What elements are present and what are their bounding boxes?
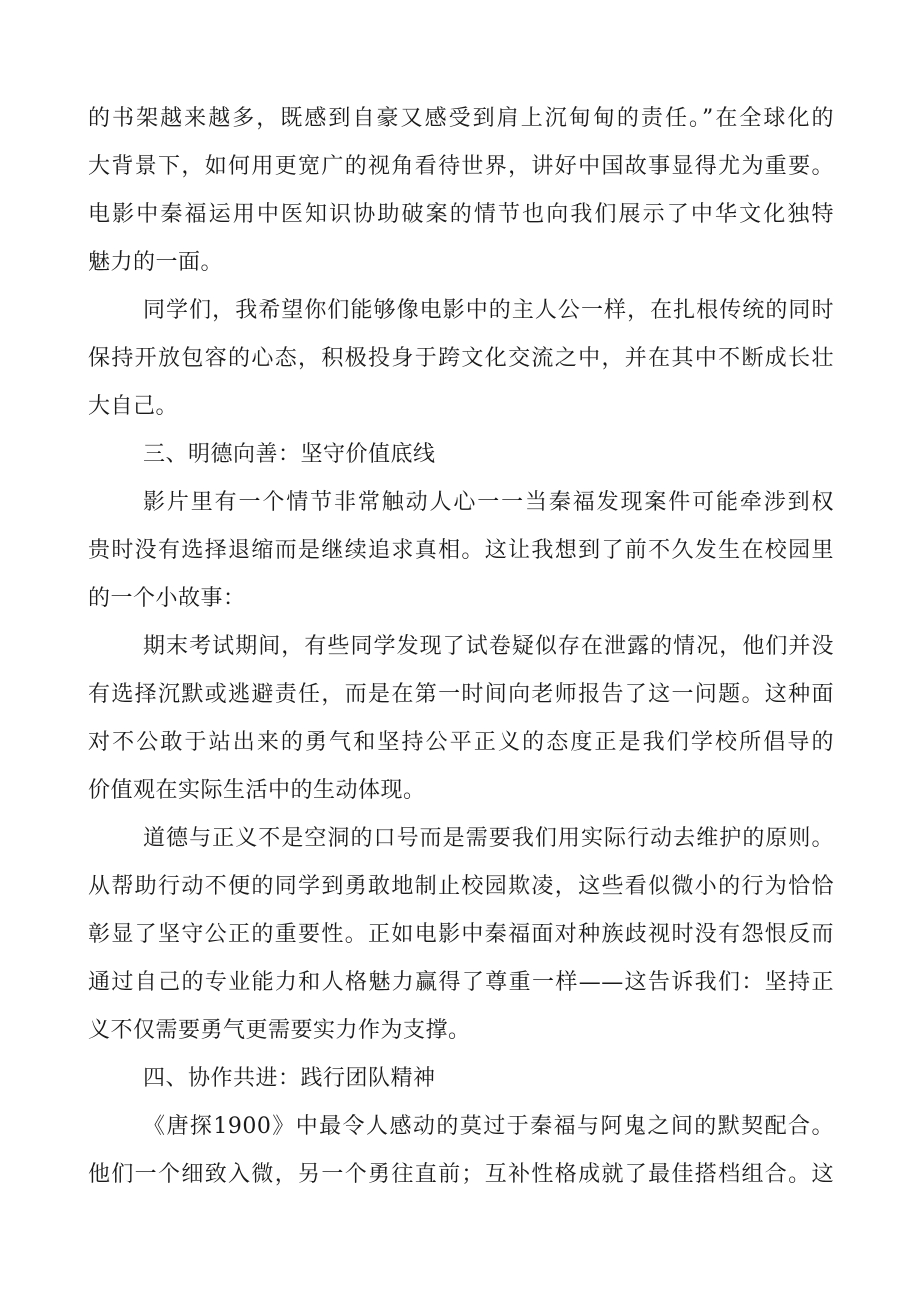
text-line: 魅力的一面。 xyxy=(88,250,224,275)
paragraph xyxy=(88,1103,834,1199)
text-line: 的书架越来越多，既感到自豪又感受到肩上沉甸甸的责任。”在全球化的 xyxy=(88,106,834,131)
text-line: 有选择沉默或逃避责任，而是在第一时间向老师报告了这一问题。这种面 xyxy=(88,682,834,707)
text-line: 电影中秦福运用中医知识协助破案的情节也向我们展示了中华文化独特 xyxy=(88,202,834,227)
text-line: 期末考试期间，有些同学发现了试卷疑似存在泄露的情况，他们并没 xyxy=(143,634,834,659)
section-heading: 三、明德向善：坚守价值底线 xyxy=(143,442,436,467)
text-line: 道德与正义不是空洞的口号而是需要我们用实际行动去维护的原则。 xyxy=(143,826,834,851)
text-line: 的一个小故事： xyxy=(88,586,246,611)
text-line: 同学们，我希望你们能够像电影中的主人公一样，在扎根传统的同时 xyxy=(143,298,834,323)
text-line: 《唐探1900》中最令人感动的莫过于秦福与阿鬼之间的默契配合。 xyxy=(143,1114,834,1139)
paragraph xyxy=(88,815,834,1055)
text-line: 贵时没有选择退缩而是继续追求真相。这让我想到了前不久发生在校园里 xyxy=(88,538,834,563)
text-line: 价值观在实际生活中的生动体现。 xyxy=(88,778,426,803)
text-line: 对不公敢于站出来的勇气和坚持公平正义的态度正是我们学校所倡导的 xyxy=(88,730,834,755)
paragraph xyxy=(88,623,834,815)
paragraph xyxy=(88,95,834,287)
paragraph xyxy=(88,479,834,623)
text-line: 大自己。 xyxy=(88,394,179,419)
text-line: 彰显了坚守公正的重要性。正如电影中秦福面对种族歧视时没有怨恨反而 xyxy=(88,922,834,947)
text-line: 通过自己的专业能力和人格魅力赢得了尊重一样——这告诉我们：坚持正 xyxy=(88,970,834,995)
text-line: 从帮助行动不便的同学到勇敢地制止校园欺凌，这些看似微小的行为恰恰 xyxy=(88,874,834,899)
text-line: 他们一个细致入微，另一个勇往直前；互补性格成就了最佳搭档组合。这 xyxy=(88,1162,834,1187)
text-line: 影片里有一个情节非常触动人心一一当秦福发现案件可能牵涉到权 xyxy=(143,490,834,515)
text-line: 保持开放包容的心态，积极投身于跨文化交流之中，并在其中不断成长壮 xyxy=(88,346,834,371)
paragraph xyxy=(88,287,834,431)
text-line: 义不仅需要勇气更需要实力作为支撑。 xyxy=(88,1018,471,1043)
section-heading: 四、协作共进：践行团队精神 xyxy=(143,1066,436,1091)
text-line: 大背景下，如何用更宽广的视角看待世界，讲好中国故事显得尤为重要。 xyxy=(88,154,834,179)
